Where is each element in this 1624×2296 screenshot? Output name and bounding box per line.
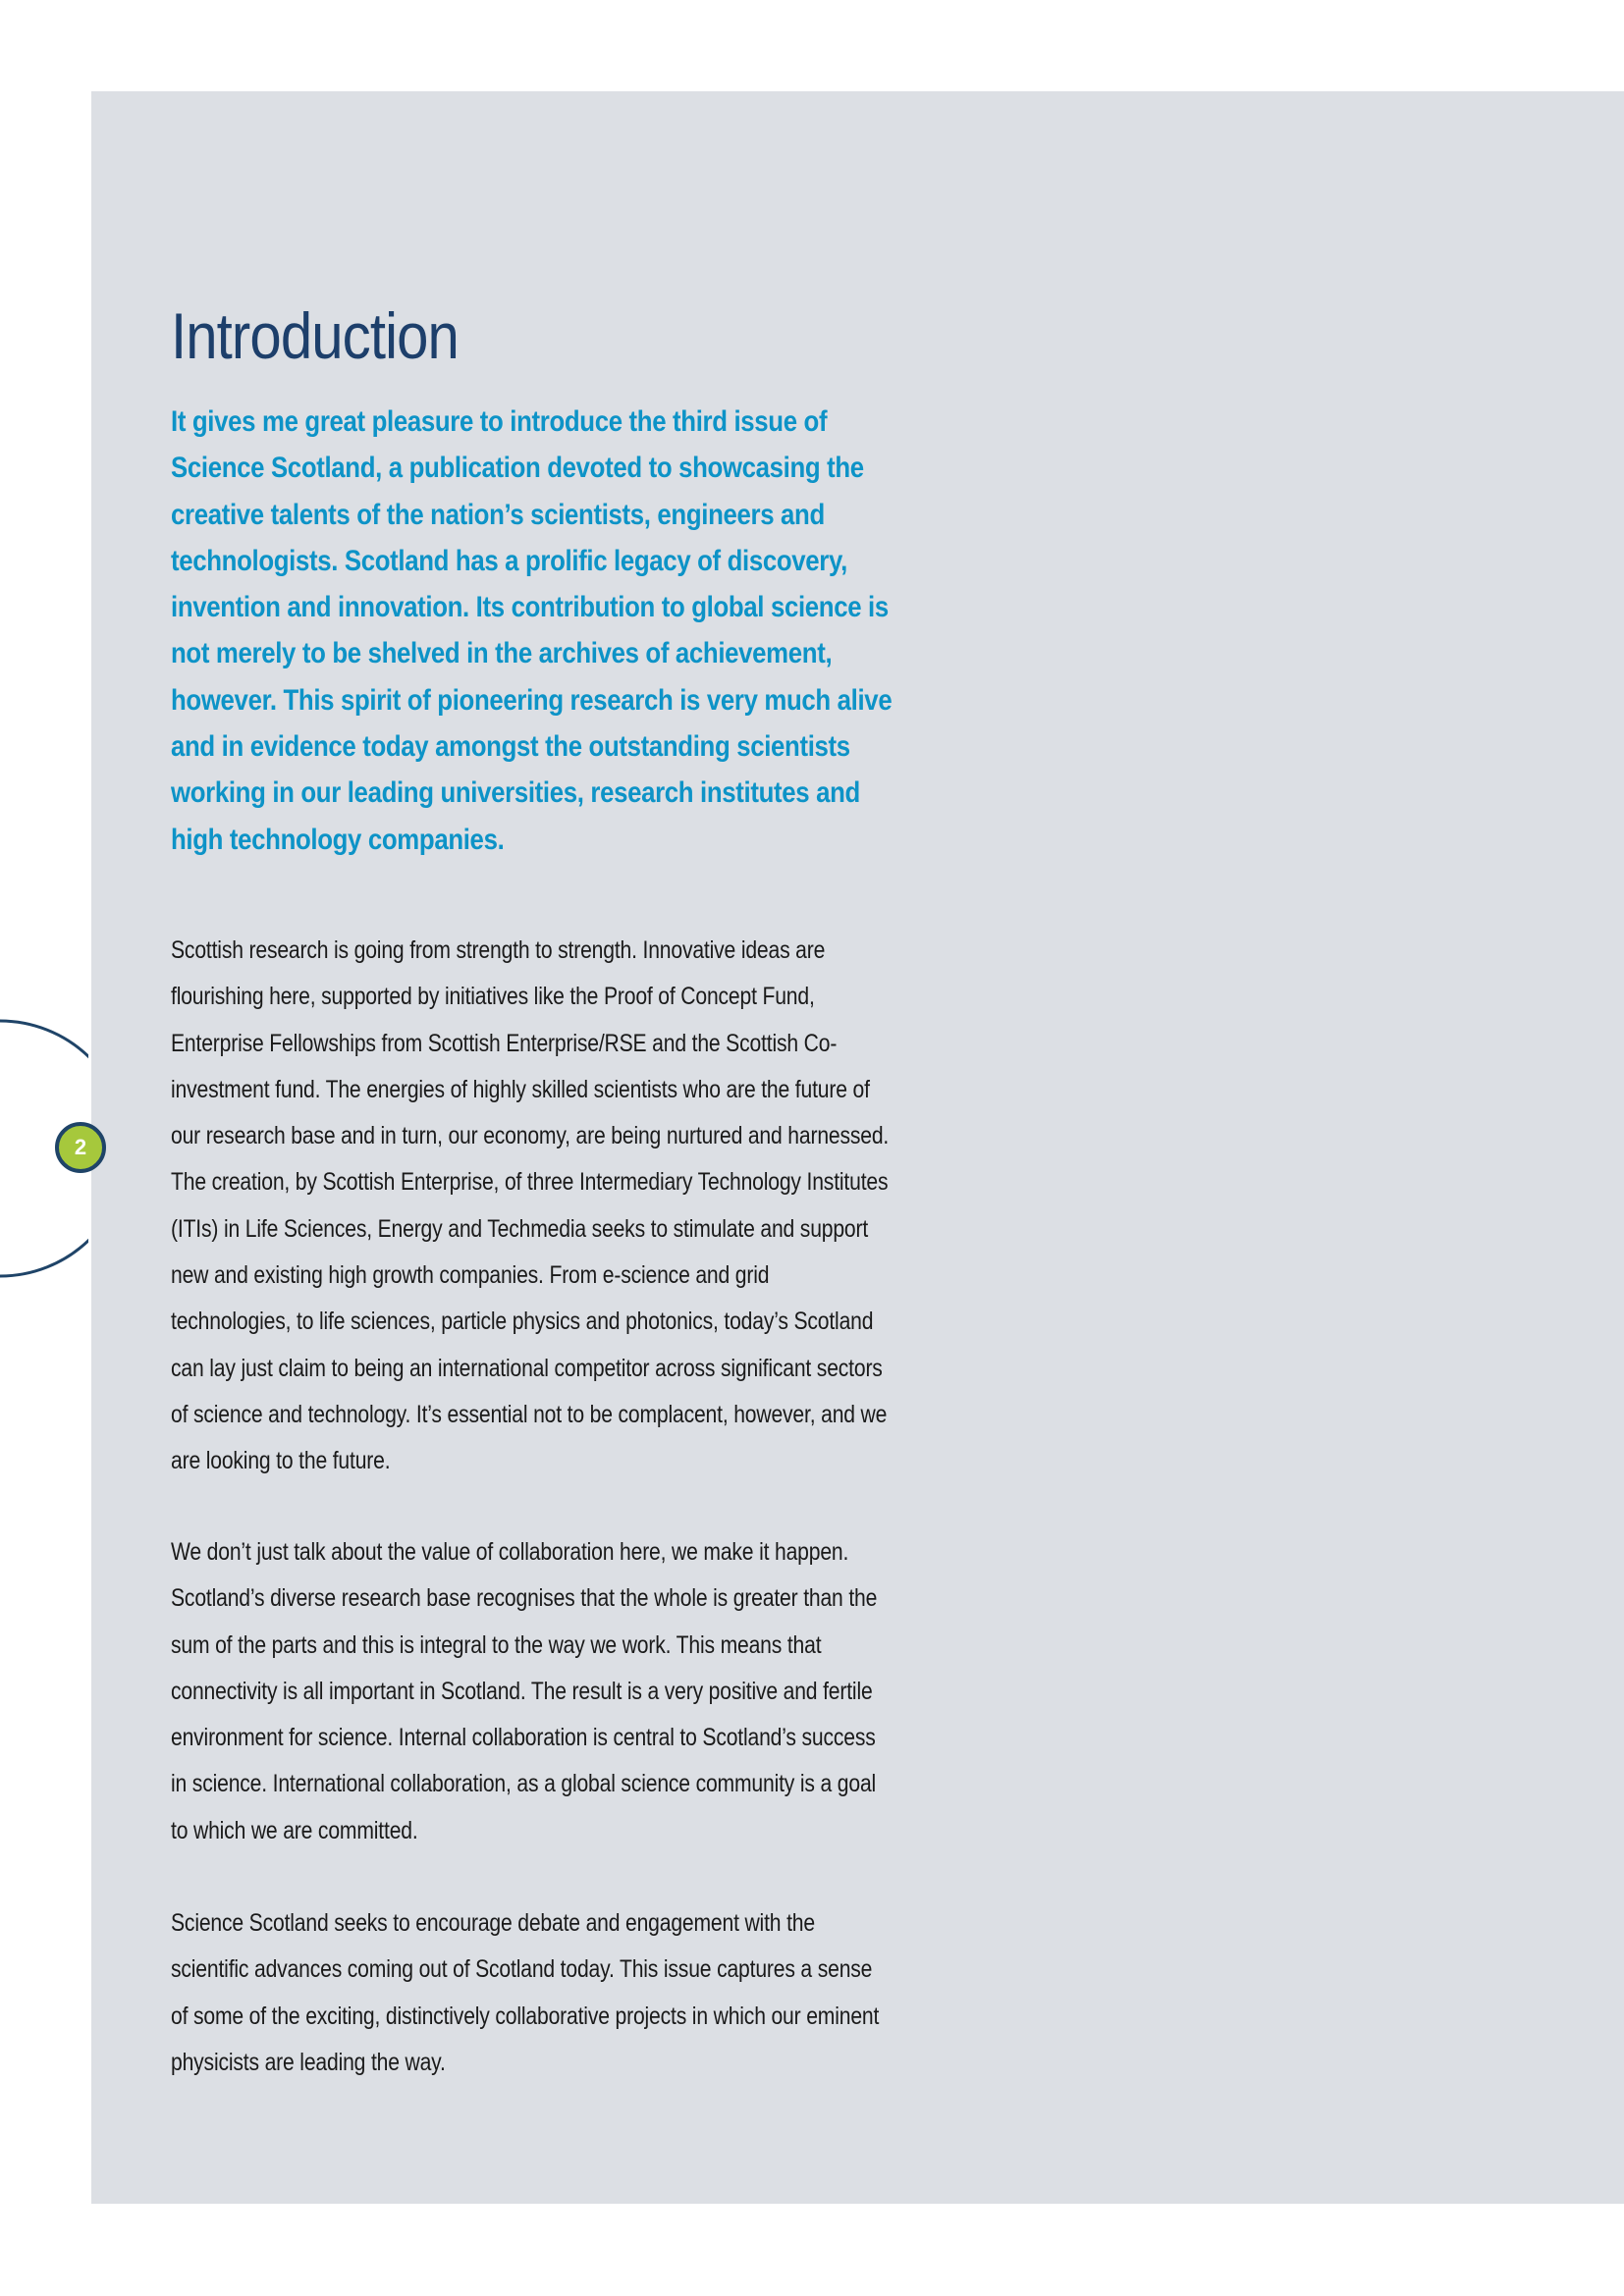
page-title: Introduction [171,299,459,372]
page-number-badge: 2 [55,1122,106,1173]
body-paragraph-2: We don’t just talk about the value of collaboration here, we make it happen. Scotland’s diverse research base recognises that the whole is greater than the sum of the parts and this is integral to the way we work. This means that connectivity is all important in Scotland. The result is a very positive and fertile environment for science. Internal collaboration is central to Scotland’s success in science. International collaboration, as a global science community is a goal to which we are committed. [171,1538,878,1844]
lead-paragraph: It gives me great pleasure to introduce the third issue of Science Scotland, a publication devoted to showcasing the creative talents of the nation’s scientists, engineers and technologists. Scotland has a prolific legacy of discovery, invention and innovation. Its contribution to global science is not merely to be shelved in the archives of achievement, however. This spirit of pioneering research is very much alive and in evidence today amongst the outstanding scientists working in our leading universities, research institutes and high technology companies. [171,405,893,856]
body-paragraph-1: Scottish research is going from strength to strength. Innovative ideas are flourishing here, supported by initiatives like the Proof of Concept Fund, Enterprise Fellowships from Scottish Enterprise/RSE and the Scottish Co-investment fund. The energies of highly skilled scientists who are the future of our research base and in turn, our economy, are being nurtured and harnessed. The creation, by Scottish Enterprise, of three Intermediary Technology Institutes (ITIs) in Life Sciences, Energy and Techmedia seeks to stimulate and support new and existing high growth companies. From e-science and grid technologies, to life sciences, particle physics and photonics, today’s Scotland can lay just claim to being an international competitor across significant sectors of science and technology. It’s essential not to be complacent, however, and we are looking to the future. [171,936,890,1475]
article-header [171,294,897,863]
body-paragraph-3: Science Scotland seeks to encourage debate and engagement with the scientific advances coming out of Scotland today. This issue captures a sense of some of the exciting, distinctively collaborative projects in which our eminent physicists are leading the way. [171,1909,880,2076]
